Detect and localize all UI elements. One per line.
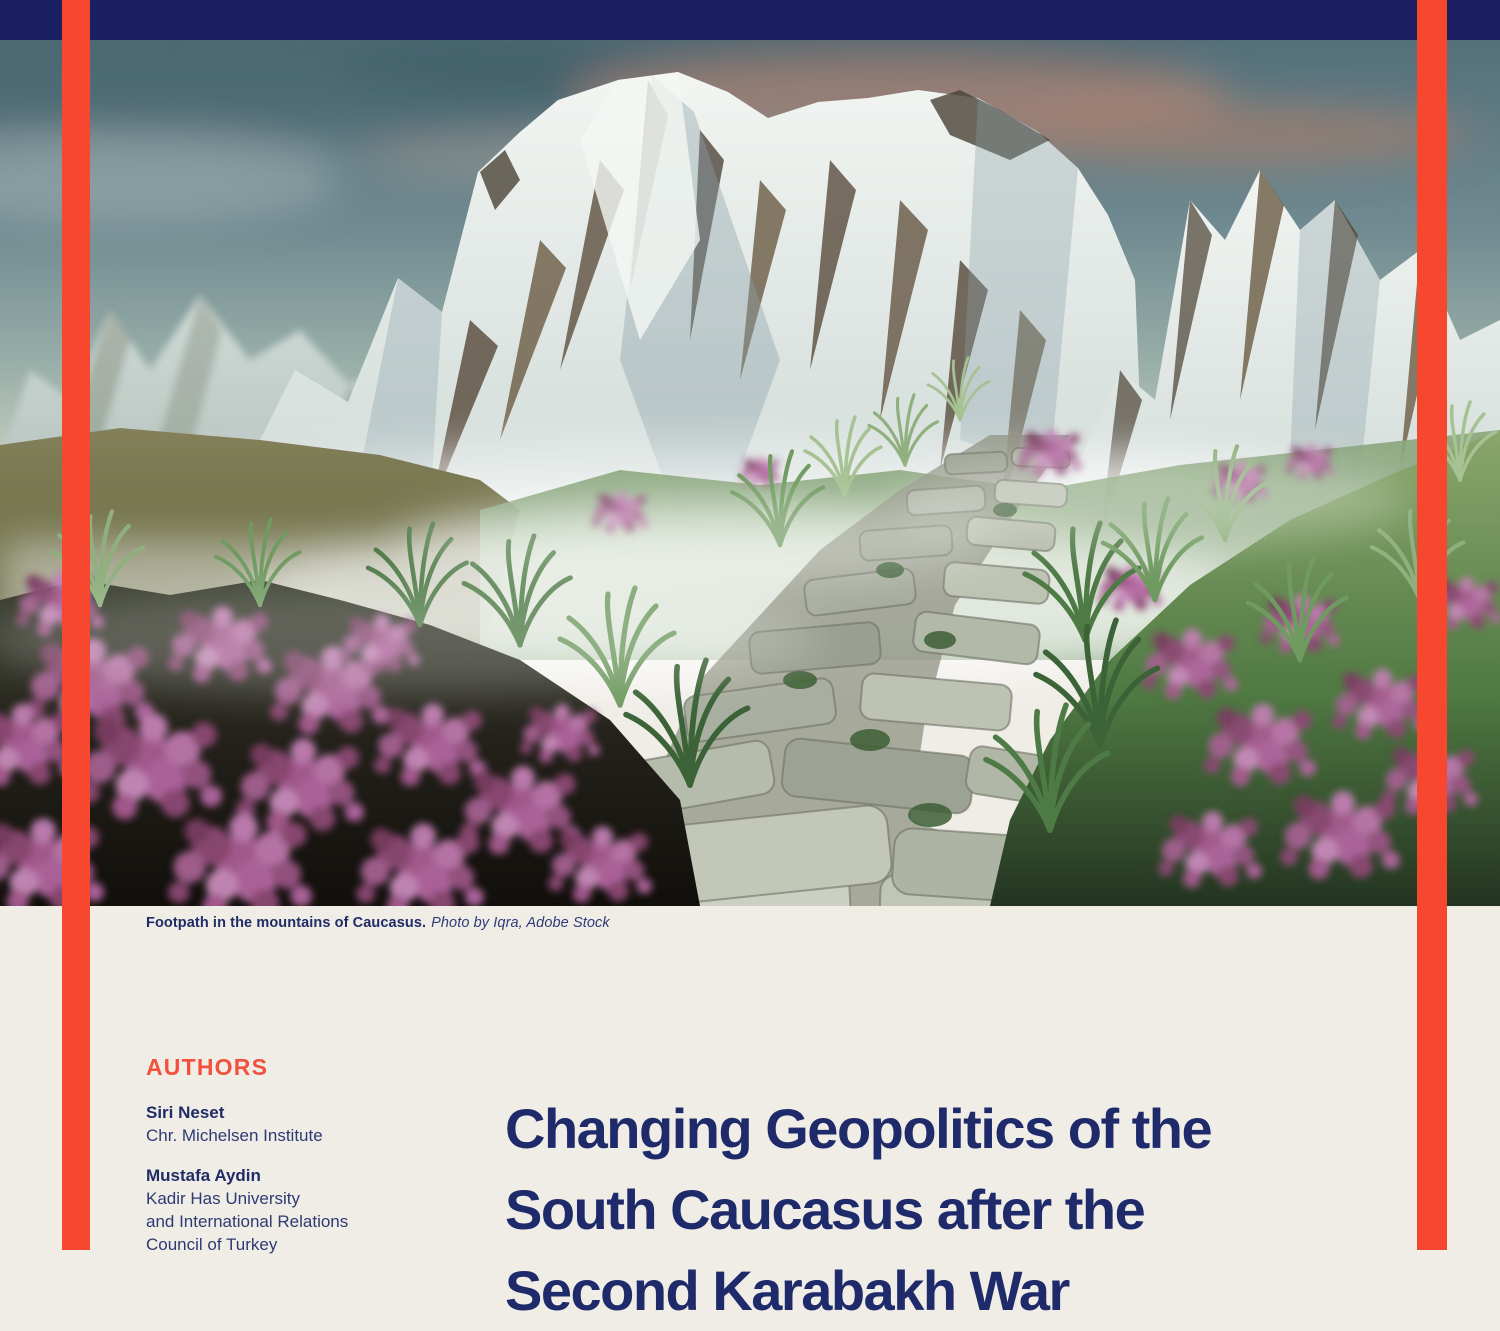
top-accent-bar — [0, 0, 1500, 40]
report-title-line: South Caucasus after the — [505, 1177, 1145, 1241]
author-affiliation-line: Kadir Has University — [146, 1189, 300, 1208]
authors-heading: AUTHORS — [146, 1054, 269, 1080]
photo-caption — [146, 915, 906, 931]
report-title-line: Second Karabakh War — [505, 1258, 1069, 1322]
report-title-line: Changing Geopolitics of the — [505, 1096, 1212, 1160]
author-name: Siri Neset — [146, 1103, 225, 1122]
photo-credit-text: Photo by Iqra, Adobe Stock — [431, 915, 610, 931]
author-affiliation-line: Council of Turkey — [146, 1235, 278, 1254]
author-name: Mustafa Aydin — [146, 1166, 261, 1185]
right-accent-stripe — [1417, 0, 1447, 1250]
author-affiliation-line: Chr. Michelsen Institute — [146, 1126, 323, 1145]
mountain-footpath-illustration — [0, 40, 1500, 906]
hero-photo — [0, 40, 1500, 906]
left-accent-stripe — [62, 0, 90, 1250]
report-title — [505, 1088, 1295, 1331]
authors-section — [146, 1054, 476, 1273]
photo-caption-text: Footpath in the mountains of Caucasus. — [146, 915, 427, 931]
author-entry — [146, 1164, 476, 1256]
author-affiliation-line: and International Relations — [146, 1212, 349, 1231]
author-entry — [146, 1101, 476, 1147]
